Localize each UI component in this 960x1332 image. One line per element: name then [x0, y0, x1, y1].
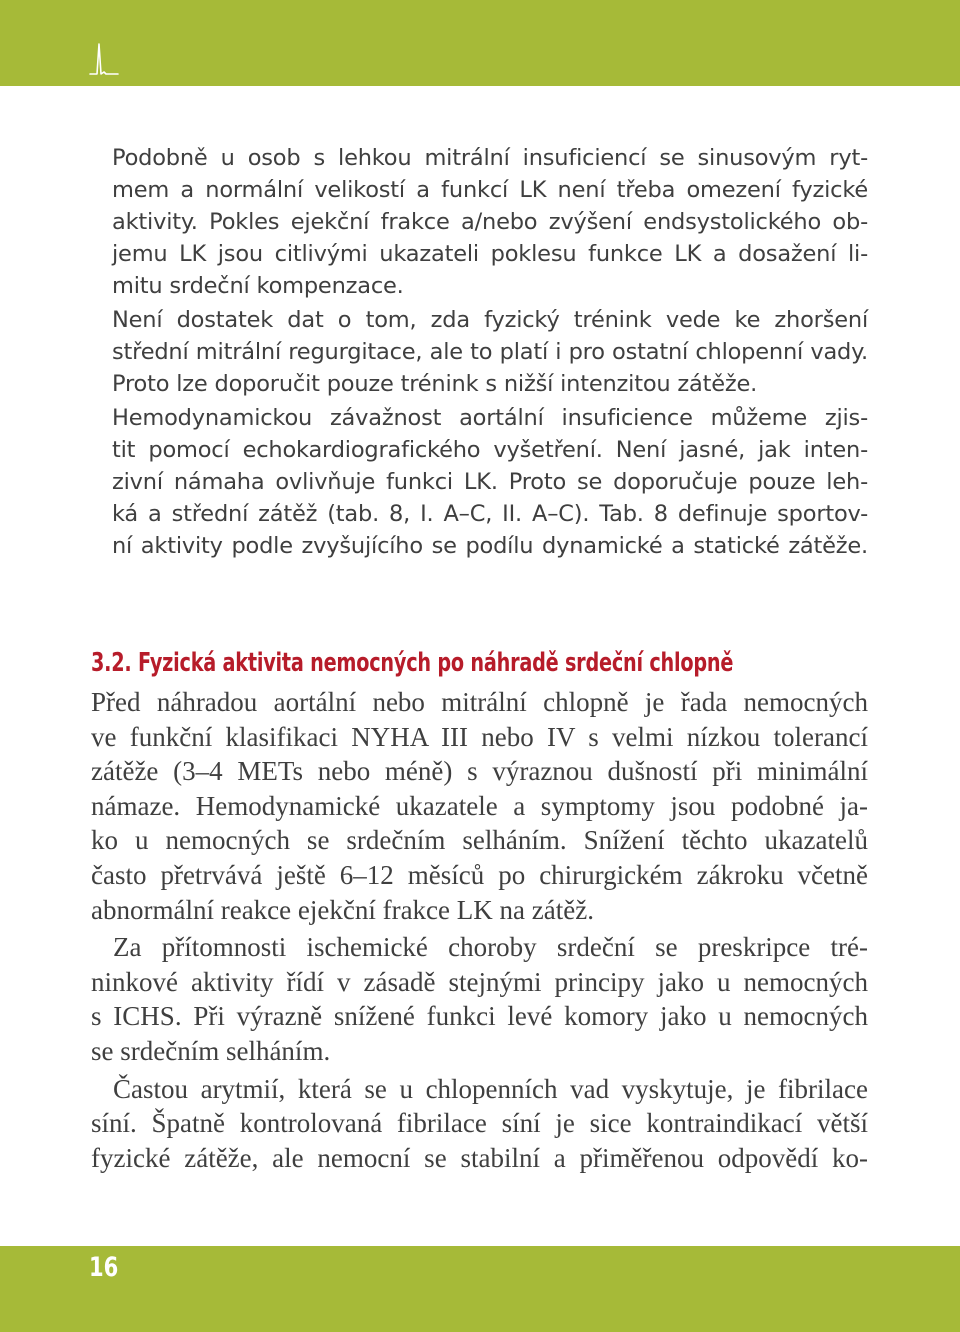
text-line: Není dostatek dat o tom, zda fyzický trénink vede ke zhoršení	[112, 307, 868, 333]
text-line: zátěže (3–4 METs nebo méně) s výraznou dušností při minimální	[91, 756, 868, 787]
text-line: fyzické zátěže, ale nemocní se stabilní a přiměřenou odpovědí ko-	[91, 1142, 868, 1173]
intro-text	[112, 142, 868, 562]
section-body	[91, 685, 868, 1175]
paragraph	[91, 1072, 868, 1176]
paragraph	[91, 685, 868, 927]
text-line: zivní námaha ovlivňuje funkci LK. Proto se doporučuje pouze leh-	[112, 469, 868, 495]
text-line: ninkové aktivity řídí v zásadě stejnými principy jako u nemocných	[91, 966, 868, 997]
paragraph	[112, 304, 868, 400]
text-line: se srdečním selháním.	[91, 1035, 331, 1066]
text-line: aktivity. Pokles ejekční frakce a/nebo zvýšení endsystolického ob-	[112, 209, 868, 235]
text-line: ká a střední zátěž (tab. 8, I. A–C, II. A–C). Tab. 8 definuje sportov-	[112, 501, 868, 527]
paragraph	[112, 142, 868, 302]
text-line: námaze. Hemodynamické ukazatele a symptomy jsou podobné ja-	[91, 790, 868, 821]
text-line: jemu LK jsou citlivými ukazateli poklesu funkce LK a dosažení li-	[112, 241, 868, 267]
text-line: často přetrvává ještě 6–12 měsíců po chirurgickém zákroku včetně	[91, 859, 868, 890]
text-line: abnormální reakce ejekční frakce LK na zátěž.	[91, 894, 594, 925]
header-band	[0, 0, 960, 86]
text-line: mitu srdeční kompenzace.	[112, 273, 404, 299]
text-line: Častou arytmií, která se u chlopenních vad vyskytuje, je fibrilace	[113, 1073, 868, 1104]
paragraph	[112, 402, 868, 562]
footer-band	[0, 1246, 960, 1332]
text-line: mem a normální velikostí a funkcí LK není třeba omezení fyzické	[112, 177, 868, 203]
text-line: s ICHS. Při výrazně snížené funkci levé komory jako u nemocných	[91, 1001, 868, 1032]
section-heading: 3.2. Fyzická aktivita nemocných po náhradě srdeční chlopně	[91, 648, 734, 678]
text-line: Před náhradou aortální nebo mitrální chlopně je řada nemocných	[91, 687, 868, 717]
text-line: Podobně u osob s lehkou mitrální insuficiencí se sinusovým ryt-	[112, 145, 868, 171]
text-line: ní aktivity podle zvyšujícího se podílu dynamické a statické zátěže.	[112, 533, 868, 559]
ecg-pulse-icon	[88, 38, 122, 80]
page-number: 16	[89, 1252, 119, 1283]
text-line: Hemodynamickou závažnost aortální insuficience můžeme zjis-	[112, 405, 868, 431]
text-line: Za přítomnosti ischemické choroby srdeční se preskripce tré-	[113, 932, 868, 963]
text-line: tit pomocí echokardiografického vyšetření. Není jasné, jak inten-	[112, 437, 868, 463]
paragraph	[91, 930, 868, 1068]
text-line: ve funkční klasifikaci NYHA III nebo IV s velmi nízkou tolerancí	[91, 721, 868, 752]
text-line: ko u nemocných se srdečním selháním. Snížení těchto ukazatelů	[91, 825, 868, 856]
text-line: Proto lze doporučit pouze trénink s nižší intenzitou zátěže.	[112, 371, 758, 397]
text-line: střední mitrální regurgitace, ale to platí i pro ostatní chlopenní vady.	[112, 339, 868, 365]
text-line: síní. Špatně kontrolovaná fibrilace síní je sice kontraindikací větší	[91, 1108, 868, 1139]
